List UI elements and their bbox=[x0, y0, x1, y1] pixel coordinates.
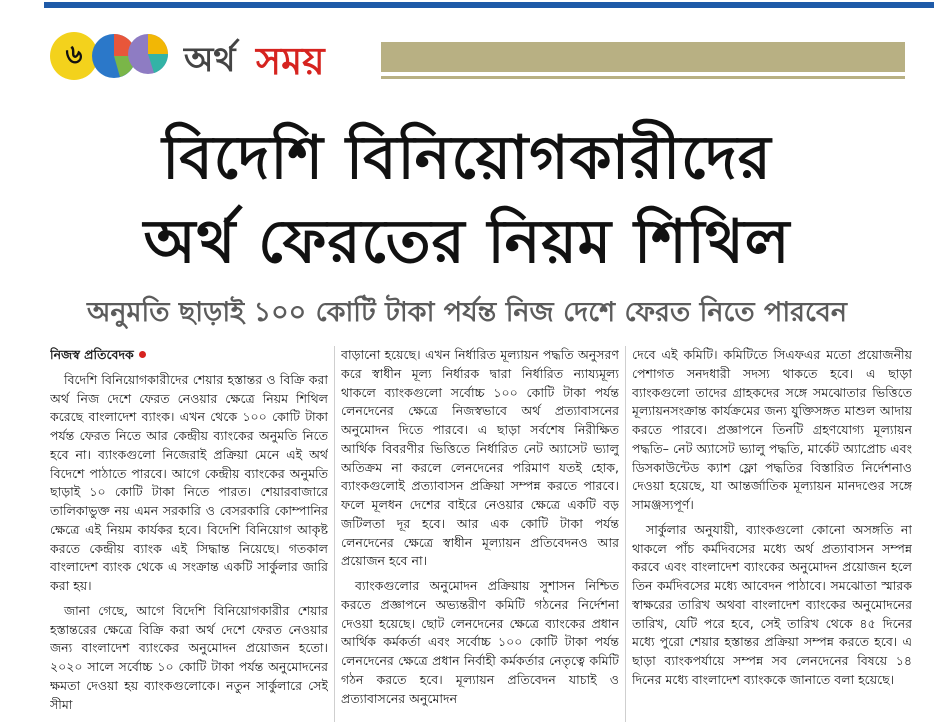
subheadline: অনুমতি ছাড়াই ১০০ কোটি টাকা পর্যন্ত নিজ দেশে ফেরত নিতে পারবেন bbox=[86, 297, 847, 328]
byline-dot-icon bbox=[139, 351, 146, 358]
article-paragraph: ব্যাংকগুলোর অনুমোদন প্রক্রিয়ায় সুশাসন নিশ্চিত করতে প্রজ্ঞাপনে অভ্যন্তরীণ কমিটি গঠনের নির্দেশনা দেওয়া হয়েছে। ছোট লেনদেনের ক্ষেত্রে ব্যাংকের প্রধান আর্থিক কর্মকর্তা এবং সর্বোচ্চ ১০০ কোটি টাকা পর্যন্ত লেনদেনের ক্ষেত্রে প্রধান নির্বাহী কর্মকর্তার নেতৃত্বে কমিটি গঠন করতে হবে। মূল্যায়ন প্রতিবেদন যাচাই ও প্রত্যাবাসনের অনুমোদন bbox=[341, 578, 619, 706]
brand-somoy: সময় bbox=[256, 38, 325, 83]
byline: নিজস্ব প্রতিবেদক bbox=[50, 347, 134, 362]
article-paragraph: বিদেশি বিনিয়োগকারীদের শেয়ার হস্তান্তর ও বিক্রি করা অর্থ নিজ দেশে ফেরত নেওয়ার ক্ষেত্রে নিয়ম শিথিল করেছে বাংলাদেশ ব্যাংক। এখন থেকে ১০০ কোটি টাকা পর্যন্ত ফেরত নিতে আর কেন্দ্রীয় ব্যাংকের অনুমতি নিতে হবে না। ব্যাংকগুলো নিজেরাই প্রক্রিয়া মেনে এই অর্থ বিদেশে পাঠাতে পারবে। আগে কেন্দ্রীয় ব্যাংকের অনুমতি ছাড়াই ১০ কোটি টাকা নিতে পারত। শেয়ারবাজারে তালিকাভুক্ত নয় এমন সরকারি ও বেসরকারি কোম্পানির ক্ষেত্রে এই নিয়ম কার্যকর হবে। বিদেশি বিনিয়োগ আকৃষ্ট করতে কেন্দ্রীয় ব্যাংক এই সিদ্ধান্ত নিয়েছে। গতকাল বাংলাদেশ ব্যাংক থেকে এ সংক্রান্ত একটি সার্কুলার জারি করা হয়। bbox=[50, 371, 328, 593]
article-paragraph: দেবে এই কমিটি। কমিটিতে সিএফএর মতো প্রয়োজনীয় পেশাগত সনদধারী সদস্য থাকতে হবে। এ ছাড়া ব্যাংকগুলো তাদের গ্রাহকদের সঙ্গে সমঝোতার ভিত্তিতে মূল্যায়নসংক্রান্ত কার্যক্রমের জন্য যুক্তিসঙ্গত মাশুল আদায় করতে পারবে। প্রজ্ঞাপনে তিনটি গ্রহণযোগ্য মূল্যায়ন পদ্ধতি– নেট অ্যাসেট ভ্যালু পদ্ধতি, মার্কেট অ্যাপ্রোচ এবং ডিসকাউন্টেড ক্যাশ ফ্লো পদ্ধতির বিস্তারিত নির্দেশনাও দেওয়া হয়েছে, যা আন্তর্জাতিক মূল্যায়ন মানদণ্ডের সঙ্গে সামঞ্জস্যপূর্ণ। bbox=[632, 347, 912, 512]
headline-line-2: অর্থ ফেরতের নিয়ম শিথিল bbox=[143, 207, 791, 277]
header-band-underline bbox=[381, 76, 905, 79]
article-paragraph: বাড়ানো হয়েছে। এখন নির্ধারিত মূল্যায়ন পদ্ধতি অনুসরণ করে স্বাধীন মূল্য নির্ধারক দ্বারা নির্ধারিত ন্যায্যমূল্য থাকলে ব্যাংকগুলো সর্বোচ্চ ১০০ কোটি টাকা পর্যন্ত লেনদেনের ক্ষেত্রে নিজস্বভাবে অর্থ প্রত্যাবাসনের অনুমোদন দিতে পারবে। এ ছাড়া সর্বশেষ নিরীক্ষিত আর্থিক বিবরণীর ভিত্তিতে নির্ধারিত নেট অ্যাসেট ভ্যালু অতিক্রম না করলে লেনদেনের পরিমাণ যতই হোক, ব্যাংকগুলোই প্রত্যাবাসন প্রক্রিয়া সম্পন্ন করতে পারবে। ফলে মূলধন দেশের বাইরে নেওয়ার ক্ষেত্রে একটি বড় জটিলতা দূর হবে। আর এক কোটি টাকা পর্যন্ত লেনদেনের ক্ষেত্রে স্বাধীন মূল্যায়ন প্রতিবেদনও আর প্রয়োজন হবে না। bbox=[341, 347, 619, 569]
byline-paragraph bbox=[50, 346, 328, 365]
page-number: ৬ bbox=[50, 32, 98, 80]
article-column-3 bbox=[632, 346, 912, 722]
column-divider bbox=[334, 346, 335, 722]
pie-chart-icon bbox=[84, 26, 178, 86]
article-column-1 bbox=[50, 346, 328, 722]
brand-artha: অর্থ bbox=[184, 40, 236, 80]
headline-line-1: বিদেশি বিনিয়োগকারীদের bbox=[162, 123, 772, 193]
column-divider bbox=[625, 346, 626, 722]
article-paragraph: সার্কুলার অনুযায়ী, ব্যাংকগুলো কোনো অসঙ্গতি না থাকলে পাঁচ কর্মদিবসের মধ্যে অর্থ প্রত্যাবাসন সম্পন্ন করবে এবং বাংলাদেশ ব্যাংকের অনুমোদন প্রয়োজন হলে তিন কর্মদিবসের মধ্যে আবেদন পাঠাবে। সমঝোতা স্মারক স্বাক্ষরের তারিখ অথবা বাংলাদেশ ব্যাংকের অনুমোদনের তারিখ, যেটি পরে হবে, সেই তারিখ থেকে ৪৫ দিনের মধ্যে পুরো শেয়ার হস্তান্তর প্রক্রিয়া সম্পন্ন করতে হবে। এ ছাড়া ব্যাংকপর্যায়ে সম্পন্ন সব লেনদেনের বিষয়ে ১৪ দিনের মধ্যে বাংলাদেশ ব্যাংককে জানাতে বলা হয়েছে। bbox=[632, 521, 912, 687]
article-column-2 bbox=[341, 346, 619, 722]
article-paragraph: জানা গেছে, আগে বিদেশি বিনিয়োগকারীর শেয়ার হস্তান্তরের ক্ষেত্রে বিক্রি করা অর্থ দেশে ফেরত নেওয়ার জন্য বাংলাদেশ ব্যাংকের অনুমোদন প্রয়োজন হতো। ২০২০ সালে সর্বোচ্চ ১০ কোটি টাকা পর্যন্ত অনুমোদনের ক্ষমতা দেওয়া হয় ব্যাংকগুলোকে। নতুন সার্কুলারে সেই সীমা bbox=[50, 602, 328, 712]
top-rule bbox=[44, 2, 934, 8]
header-band bbox=[381, 42, 905, 72]
section-header bbox=[50, 22, 934, 96]
